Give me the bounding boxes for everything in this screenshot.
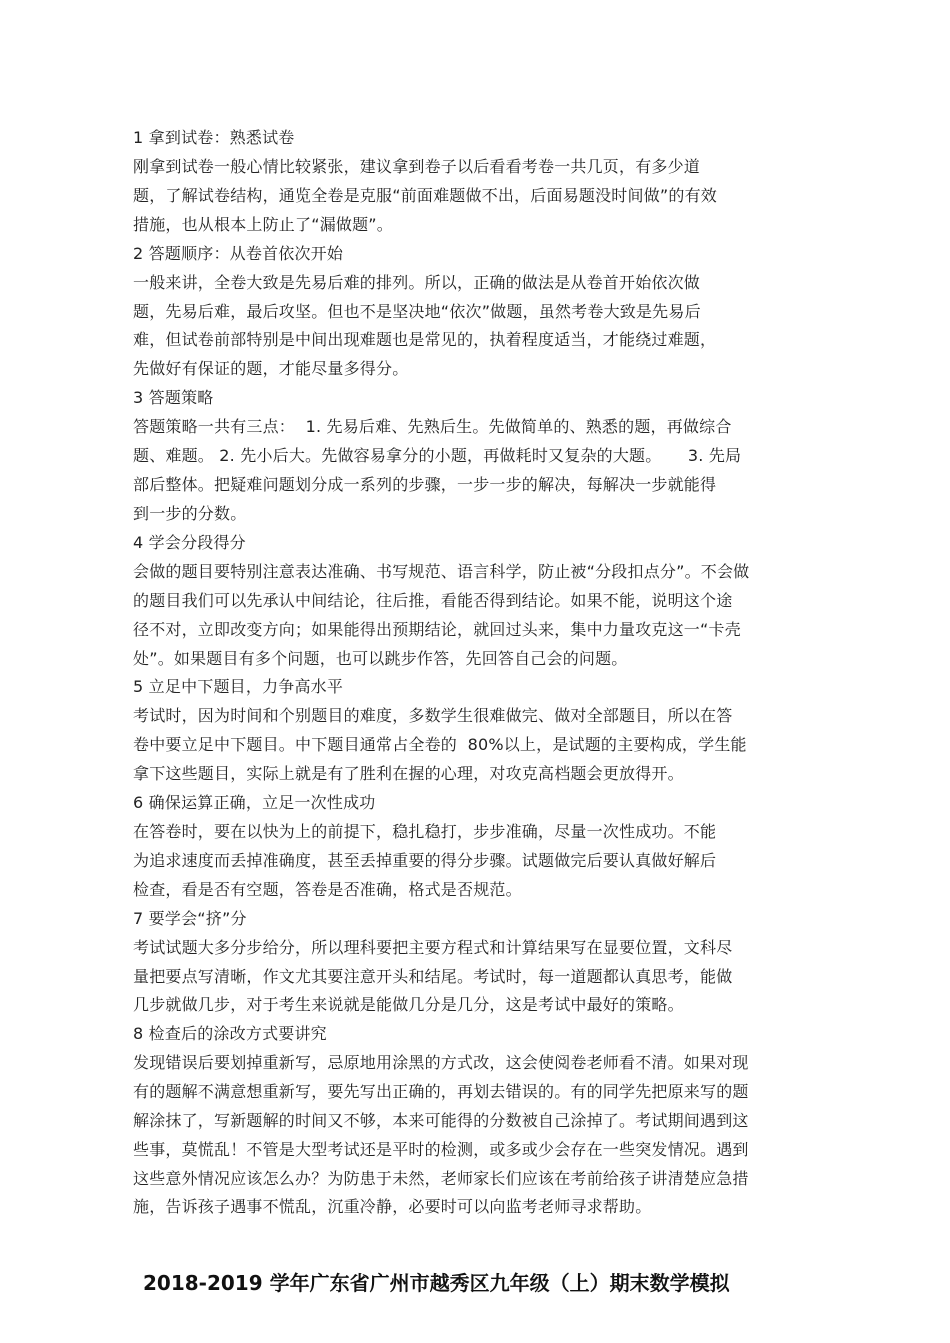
paragraph-line: 一般来讲，全卷大致是先易后难的排列。所以，正确的做法是从卷首开始依次做	[133, 273, 701, 292]
section-heading-4: 4 学会分段得分	[133, 533, 246, 552]
paragraph-line: 在答卷时，要在以快为上的前提下，稳扎稳打，步步准确，尽量一次性成功。不能	[133, 822, 717, 841]
paragraph-line: 题，了解试卷结构，通览全卷是克服“前面难题做不出，后面易题没时间做”的有效	[133, 186, 717, 205]
document-title: 2018-2019 学年广东省广州市越秀区九年级（上）期末数学模拟	[143, 1271, 730, 1295]
paragraph-line: 几步就做几步，对于考生来说就是能做几分是几分，这是考试中最好的策略。	[133, 995, 684, 1014]
paragraph-line: 施，告诉孩子遇事不慌乱，沉重冷静，必要时可以向监考老师寻求帮助。	[133, 1197, 652, 1216]
paragraph-line: 为追求速度而丢掉准确度，甚至丢掉重要的得分步骤。试题做完后要认真做好解后	[133, 851, 717, 870]
paragraph-line: 有的题解不满意想重新写，要先写出正确的，再划去错误的。有的同学先把原来写的题	[133, 1082, 749, 1101]
section-heading-5: 5 立足中下题目，力争高水平	[133, 677, 344, 696]
paragraph-line: 些事，莫慌乱！不管是大型考试还是平时的检测，或多或少会存在一些突发情况。遇到	[133, 1140, 749, 1159]
section-heading-2: 2 答题顺序：从卷首依次开始	[133, 244, 344, 263]
paragraph-line: 措施，也从根本上防止了“漏做题”。	[133, 215, 393, 234]
paragraph-line: 处”。如果题目有多个问题，也可以跳步作答，先回答自己会的问题。	[133, 649, 628, 668]
section-heading-3: 3 答题策略	[133, 388, 214, 407]
paragraph-line: 解涂抹了，写新题解的时间又不够，本来可能得的分数被自己涂掉了。考试期间遇到这	[133, 1111, 749, 1130]
paragraph-line: 这些意外情况应该怎么办？为防患于未然，老师家长们应该在考前给孩子讲清楚应急措	[133, 1169, 749, 1188]
paragraph-line: 的题目我们可以先承认中间结论，往后推，看能否得到结论。如果不能，说明这个途	[133, 591, 733, 610]
paragraph-line: 检查，看是否有空题，答卷是否准确，格式是否规范。	[133, 880, 522, 899]
paragraph-line: 到一步的分数。	[133, 504, 247, 523]
paragraph-line: 会做的题目要特别注意表达准确、书写规范、语言科学，防止被“分段扣点分”。不会做	[133, 562, 750, 581]
paragraph-line: 考试试题大多分步给分，所以理科要把主要方程式和计算结果写在显要位置，文科尽	[133, 938, 733, 957]
paragraph-line: 刚拿到试卷一般心情比较紧张，建议拿到卷子以后看看考卷一共几页，有多少道	[133, 157, 701, 176]
section-heading-7: 7 要学会“挤”分	[133, 909, 247, 928]
paragraph-line: 部后整体。把疑难问题划分成一系列的步骤，一步一步的解决，每解决一步就能得	[133, 475, 717, 494]
paragraph-line: 难，但试卷前部特别是中间出现难题也是常见的，执着程度适当，才能绕过难题，	[133, 330, 717, 349]
paragraph-line: 先做好有保证的题，才能尽量多得分。	[133, 359, 409, 378]
paragraph-line: 量把要点写清晰，作文尤其要注意开头和结尾。考试时，每一道题都认真思考，能做	[133, 967, 733, 986]
section-heading-8: 8 检查后的涂改方式要讲究	[133, 1024, 327, 1043]
paragraph-line: 题、难题。 2. 先小后大。先做容易拿分的小题，再做耗时又复杂的大题。 3. 先局	[133, 446, 742, 465]
paragraph-line: 发现错误后要划掉重新写，忌原地用涂黑的方式改，这会使阅卷老师看不清。如果对现	[133, 1053, 749, 1072]
paragraph-line: 题，先易后难，最后攻坚。但也不是坚决地“依次”做题，虽然考卷大致是先易后	[133, 302, 701, 321]
section-heading-1: 1 拿到试卷：熟悉试卷	[133, 128, 295, 147]
paragraph-line: 卷中要立足中下题目。中下题目通常占全卷的 80%以上，是试题的主要构成，学生能	[133, 735, 747, 754]
paragraph-line: 拿下这些题目，实际上就是有了胜利在握的心理，对攻克高档题会更放得开。	[133, 764, 684, 783]
paragraph-line: 答题策略一共有三点： 1. 先易后难、先熟后生。先做简单的、熟悉的题，再做综合	[133, 417, 732, 436]
paragraph-line: 考试时，因为时间和个别题目的难度，多数学生很难做完、做对全部题目，所以在答	[133, 706, 733, 725]
section-heading-6: 6 确保运算正确，立足一次性成功	[133, 793, 376, 812]
paragraph-line: 径不对，立即改变方向；如果能得出预期结论，就回过头来，集中力量攻克这一“卡壳	[133, 620, 741, 639]
